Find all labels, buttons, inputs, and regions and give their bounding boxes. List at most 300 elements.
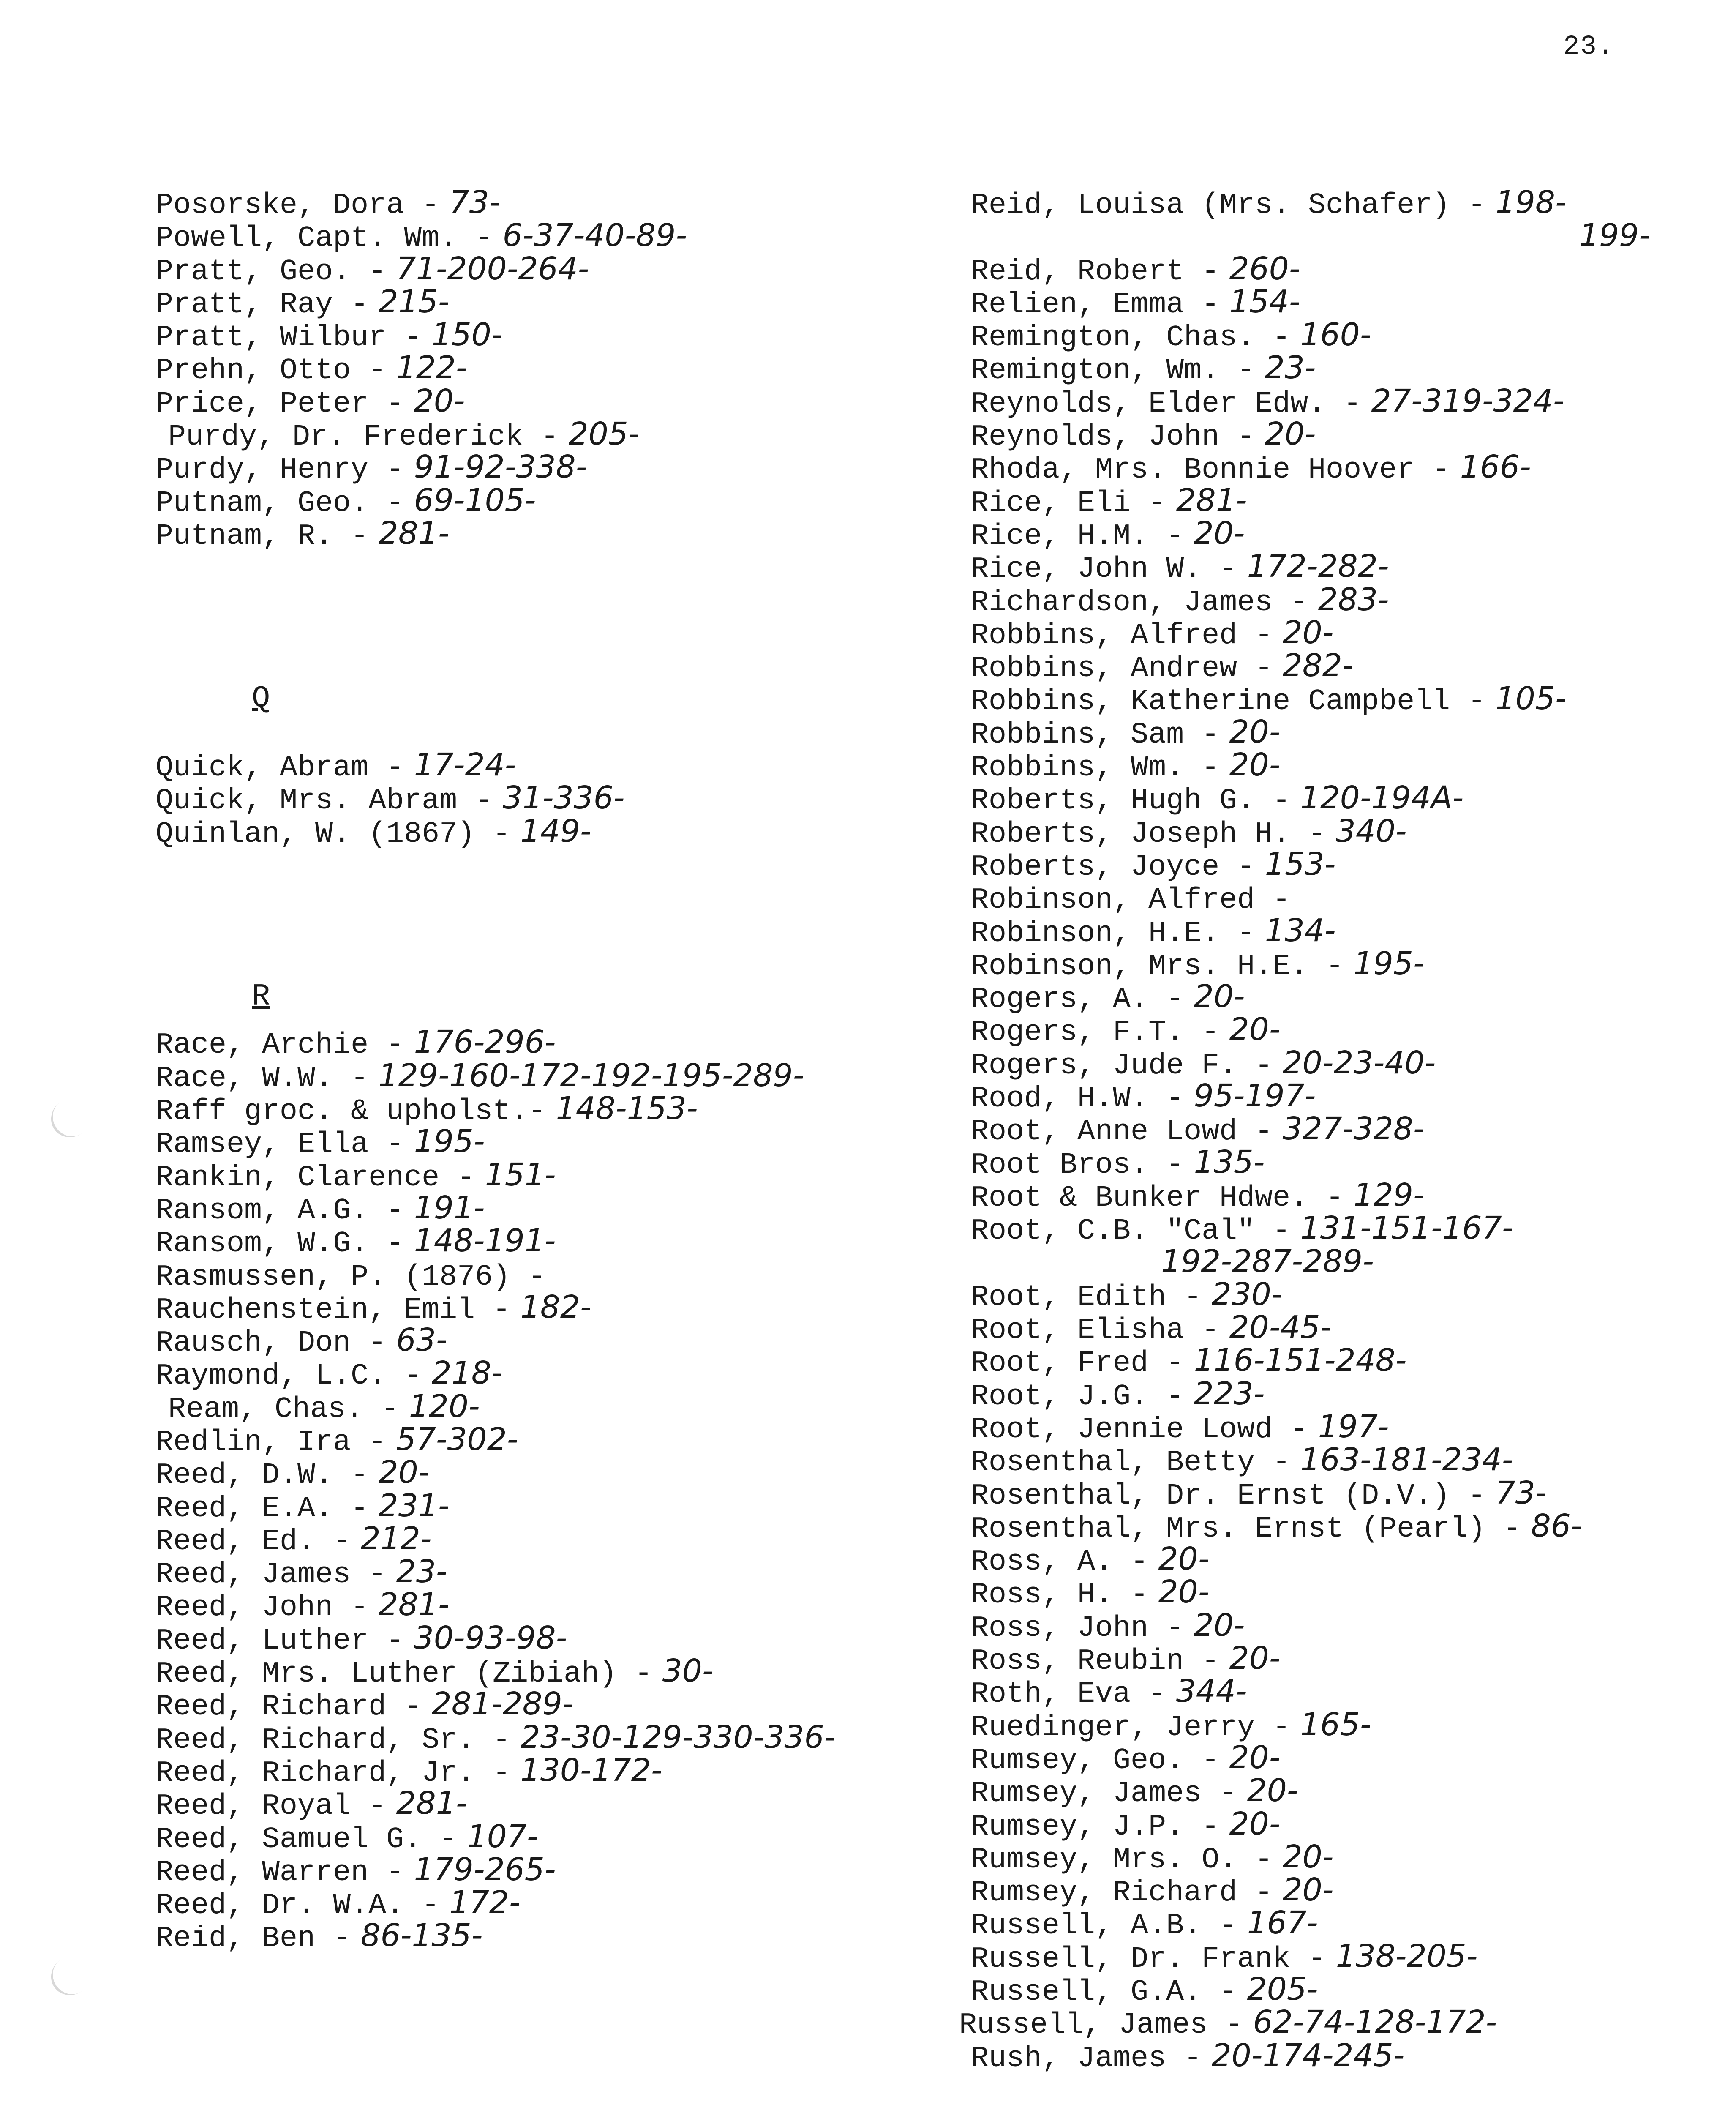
r-entries (155, 1024, 958, 1956)
index-entry (971, 1971, 1731, 2009)
index-entry (971, 1078, 1731, 1116)
entry-name: Remington, Wm. - (971, 354, 1255, 388)
entry-name: Roberts, Joseph H. - (971, 817, 1326, 851)
entry-name: Rush, James - (971, 2042, 1202, 2075)
entry-name: Reed, James - (155, 1558, 387, 1592)
index-entry (155, 1586, 958, 1625)
q-entries (155, 747, 958, 851)
p-entries (155, 184, 958, 553)
entry-page-numbers: 281- (368, 1586, 450, 1623)
index-entry (971, 1245, 1731, 1278)
entry-name: Robbins, Wm. - (971, 751, 1220, 785)
index-entry (155, 1719, 958, 1757)
index-entry (971, 2037, 1731, 2075)
entry-page-numbers: 63- (386, 1322, 447, 1359)
entry-page-numbers: 179-265- (404, 1851, 556, 1888)
index-entry (971, 250, 1731, 289)
entry-name: Reed, Ed. - (155, 1525, 351, 1559)
index-entry (971, 1872, 1731, 1910)
index-entry (971, 1772, 1731, 1811)
index-entry (155, 1322, 958, 1360)
entry-page-numbers: 20- (1273, 1838, 1334, 1875)
entry-page-numbers: 23- (1255, 349, 1316, 386)
index-entry (971, 1640, 1731, 1679)
index-entry (971, 978, 1731, 1017)
entry-name: Posorske, Dora - (155, 189, 440, 222)
index-entry (971, 382, 1731, 421)
index-entry (155, 250, 958, 289)
entry-page-numbers: 69-105- (404, 482, 536, 519)
entry-name: Ruedinger, Jerry - (971, 1711, 1291, 1744)
entry-name: Reed, E.A. - (155, 1492, 369, 1526)
index-entry (155, 1123, 958, 1162)
right-entries (959, 184, 1731, 2075)
index-entry (155, 1258, 958, 1294)
entry-name: Purdy, Henry - (155, 453, 404, 487)
left-column (155, 184, 958, 1956)
entry-name: Reed, D.W. - (155, 1459, 369, 1493)
entry-page-numbers: 192-287-289- (1161, 1243, 1374, 1280)
entry-page-numbers: 20- (1219, 1011, 1281, 1048)
entry-page-numbers: 215- (368, 283, 450, 320)
entry-page-numbers: 86-135- (351, 1917, 483, 1954)
entry-name: Ross, John - (971, 1611, 1184, 1645)
entry-page-numbers: 191- (404, 1189, 485, 1226)
index-entry (155, 1223, 958, 1261)
entry-name: Purdy, Dr. Frederick - (168, 420, 559, 454)
index-entry (971, 1838, 1731, 1877)
entry-page-numbers: 172-282- (1237, 548, 1389, 585)
entry-page-numbers: 182- (510, 1289, 591, 1325)
entry-page-numbers: 57-302- (386, 1421, 518, 1458)
entry-page-numbers: 20- (1237, 1772, 1298, 1809)
entry-name: Root, Anne Lowd - (971, 1115, 1273, 1149)
index-entry (155, 1156, 958, 1195)
entry-page-numbers: 20- (1273, 1872, 1334, 1908)
entry-name: Russell, G.A. - (971, 1976, 1237, 2009)
entry-page-numbers: 223- (1184, 1375, 1265, 1412)
index-entry (155, 813, 958, 851)
entry-page-numbers: 20- (1219, 1805, 1281, 1842)
entry-name: Quick, Mrs. Abram - (155, 784, 493, 818)
index-entry (155, 1388, 958, 1426)
index-entry (971, 482, 1731, 520)
entry-page-numbers: 260- (1219, 250, 1300, 287)
entry-page-numbers: 107- (457, 1818, 538, 1855)
entry-page-numbers: 195- (1344, 945, 1425, 982)
index-entry (155, 217, 958, 256)
entry-name: Robbins, Sam - (971, 718, 1220, 752)
index-entry (971, 317, 1731, 355)
entry-name: Robbins, Andrew - (971, 652, 1273, 686)
entry-page-numbers: 167- (1237, 1905, 1318, 1941)
index-entry (971, 1144, 1731, 1182)
index-entry (155, 1619, 958, 1658)
entry-page-numbers: 73- (439, 184, 501, 221)
entry-page-numbers: 283- (1308, 581, 1389, 618)
entry-name: Relien, Emma - (971, 288, 1220, 322)
entry-page-numbers: 150- (422, 317, 503, 353)
entry-page-numbers: 91-92-338- (404, 449, 587, 486)
entry-name: Race, Archie - (155, 1029, 404, 1062)
index-entry (155, 1851, 958, 1889)
entry-name: Powell, Capt. Wm. - (155, 222, 493, 256)
entry-name: Reed, Richard, Sr. - (155, 1723, 511, 1757)
punch-hole-mark (44, 1949, 98, 2003)
entry-page-numbers: 129- (1344, 1177, 1425, 1213)
entry-page-numbers: 20- (1219, 1739, 1281, 1776)
index-entry (971, 881, 1731, 917)
index-entry (971, 515, 1731, 553)
index-entry (971, 1938, 1731, 1976)
entry-name: Rosenthal, Mrs. Ernst (Pearl) - (971, 1512, 1521, 1546)
entry-page-numbers: 199- (1579, 217, 1650, 254)
entry-page-numbers: 105- (1485, 680, 1567, 717)
entry-name: Rumsey, J.P. - (971, 1810, 1220, 1844)
index-entry (155, 1189, 958, 1228)
entry-name: Root, Elisha - (971, 1314, 1220, 1348)
index-entry (971, 945, 1731, 983)
index-entry (155, 482, 958, 520)
entry-name: Rankin, Clarence - (155, 1161, 475, 1195)
index-entry (971, 1607, 1731, 1645)
index-entry (155, 416, 958, 454)
entry-name: Rogers, A. - (971, 983, 1184, 1017)
entry-page-numbers: 120-194A- (1290, 780, 1464, 816)
index-entry (971, 1044, 1731, 1083)
entry-page-numbers: 197- (1308, 1408, 1389, 1445)
entry-page-numbers: 30-93-98- (404, 1619, 567, 1656)
entry-page-numbers: 20- (1273, 614, 1334, 651)
index-entry (155, 1520, 958, 1559)
entry-page-numbers: 23-30-129-330-336- (510, 1719, 836, 1755)
entry-name: Reed, Royal - (155, 1790, 387, 1824)
entry-name: Richardson, James - (971, 586, 1308, 620)
entry-name: Rumsey, Richard - (971, 1876, 1273, 1910)
entry-page-numbers: 20- (1219, 713, 1281, 750)
index-entry (971, 846, 1731, 884)
index-entry (155, 349, 958, 388)
entry-page-numbers: 205- (559, 416, 640, 453)
entry-name: Rosenthal, Dr. Ernst (D.V.) - (971, 1479, 1486, 1513)
entry-name: Raymond, L.C. - (155, 1360, 422, 1393)
entry-page-numbers: 17-24- (404, 747, 516, 784)
entry-name: Rausch, Don - (155, 1327, 387, 1360)
entry-name: Quick, Abram - (155, 751, 404, 785)
entry-page-numbers: 20- (1148, 1541, 1210, 1578)
entry-name: Quinlan, W. (1867) - (155, 817, 511, 851)
entry-name: Root, Edith - (971, 1280, 1202, 1314)
index-entry (971, 548, 1731, 587)
entry-page-numbers: 135- (1184, 1144, 1265, 1180)
index-entry (155, 1653, 958, 1691)
entry-name: Reed, Dr. W.A. - (155, 1889, 440, 1923)
entry-page-numbers: 344- (1166, 1673, 1247, 1710)
index-entry (971, 813, 1731, 851)
entry-page-numbers: 31-336- (493, 780, 625, 816)
punch-hole-mark (44, 1091, 98, 1145)
entry-name: Robinson, H.E. - (971, 917, 1255, 950)
entry-page-numbers: 281-289- (422, 1686, 574, 1723)
index-entry (971, 1177, 1731, 1215)
entry-name: Russell, James - (959, 2009, 1243, 2042)
index-entry (155, 1553, 958, 1592)
entry-page-numbers: 62-74-128-172- (1243, 2004, 1497, 2041)
entry-page-numbers: 23- (386, 1553, 447, 1590)
entry-name: Race, W.W. - (155, 1062, 369, 1095)
entry-page-numbers: 281- (386, 1785, 467, 1822)
entry-name: Rice, Eli - (971, 486, 1166, 520)
index-entry (155, 1752, 958, 1790)
entry-page-numbers: 148-191- (404, 1223, 556, 1259)
entry-name: Putnam, R. - (155, 519, 369, 553)
entry-page-numbers: 120- (399, 1388, 480, 1425)
entry-page-numbers: 20-23-40- (1273, 1044, 1436, 1081)
entry-page-numbers: 134- (1255, 912, 1336, 949)
index-entry (971, 1408, 1731, 1447)
entry-page-numbers: 281- (1166, 482, 1247, 519)
entry-page-numbers: 30- (652, 1653, 714, 1690)
index-entry (971, 912, 1731, 950)
index-entry (971, 1541, 1731, 1579)
entry-page-numbers: 151- (475, 1156, 556, 1193)
entry-name: Rice, John W. - (971, 553, 1237, 587)
entry-name: Ream, Chas. - (168, 1392, 399, 1426)
index-entry (971, 1805, 1731, 1844)
index-entry (155, 1024, 958, 1062)
entry-name: Reed, John - (155, 1591, 369, 1625)
entry-page-numbers: 6-37-40-89- (493, 217, 687, 254)
index-entry (971, 1276, 1731, 1314)
entry-name: Ross, Reubin - (971, 1645, 1220, 1679)
index-entry (155, 1818, 958, 1856)
entry-page-numbers: 20- (368, 1454, 430, 1491)
entry-name: Reed, Richard, Jr. - (155, 1756, 511, 1790)
entry-page-numbers: 230- (1202, 1276, 1283, 1313)
entry-page-numbers: 130-172- (510, 1752, 662, 1788)
entry-name: Rhoda, Mrs. Bonnie Hoover - (971, 453, 1450, 487)
index-entry (971, 1574, 1731, 1612)
index-entry (155, 1487, 958, 1526)
entry-name: Rogers, Jude F. - (971, 1049, 1273, 1083)
entry-page-numbers: 116-151-248- (1184, 1342, 1407, 1379)
index-entry (971, 647, 1731, 686)
index-entry (971, 1739, 1731, 1777)
index-entry (971, 713, 1731, 752)
index-entry (155, 1454, 958, 1493)
entry-name: Prehn, Otto - (155, 354, 387, 388)
entry-name: Reid, Robert - (971, 255, 1220, 289)
entry-name: Remington, Chas. - (971, 321, 1291, 355)
entry-name: Price, Peter - (155, 387, 404, 421)
entry-name: Ransom, W.G. - (155, 1227, 404, 1261)
index-entry (155, 747, 958, 785)
entry-name: Roth, Eva - (971, 1678, 1166, 1712)
entry-page-numbers: 20- (1184, 515, 1245, 551)
entry-name: Ross, H. - (971, 1578, 1149, 1612)
index-entry (971, 1905, 1731, 1943)
index-entry (971, 1474, 1731, 1513)
entry-page-numbers: 20- (1148, 1574, 1210, 1611)
entry-page-numbers: 282- (1273, 647, 1354, 684)
entry-page-numbers: 20- (1219, 1640, 1281, 1677)
entry-page-numbers: 153- (1255, 846, 1336, 882)
entry-name: Root & Bunker Hdwe. - (971, 1181, 1344, 1215)
entry-page-numbers: 154- (1219, 283, 1300, 320)
entry-name: Rice, H.M. - (971, 519, 1184, 553)
index-entry (971, 680, 1731, 719)
index-entry (155, 382, 958, 421)
entry-name: Redlin, Ira - (155, 1425, 387, 1459)
entry-name: Rosenthal, Betty - (971, 1446, 1291, 1480)
entry-page-numbers: 20- (1184, 1607, 1245, 1643)
index-entry (971, 1375, 1731, 1414)
entry-page-numbers: 20-45- (1219, 1309, 1332, 1346)
index-entry (971, 1309, 1731, 1348)
entry-page-numbers: 231- (368, 1487, 450, 1524)
entry-page-numbers: 212- (351, 1520, 432, 1557)
index-entry (971, 1706, 1731, 1744)
entry-name: Rauchenstein, Emil - (155, 1293, 511, 1327)
index-entry (155, 317, 958, 355)
index-entry (155, 449, 958, 487)
index-entry (155, 1884, 958, 1923)
index-entry (155, 1785, 958, 1824)
entry-name: Ross, A. - (971, 1545, 1149, 1579)
entry-page-numbers: 166- (1450, 449, 1531, 486)
index-entry (971, 1210, 1731, 1248)
entry-page-numbers: 163-181-234- (1290, 1441, 1513, 1478)
entry-page-numbers: 71-200-264- (386, 250, 589, 287)
entry-page-numbers: 218- (422, 1355, 503, 1392)
entry-name: Reed, Richard - (155, 1690, 422, 1724)
entry-page-numbers: 165- (1290, 1706, 1371, 1743)
index-entry (155, 1289, 958, 1327)
entry-page-numbers: 340- (1326, 813, 1407, 849)
entry-name: Root, C.B. "Cal" - (971, 1215, 1291, 1248)
entry-name: Robbins, Alfred - (971, 619, 1273, 652)
index-entry (155, 184, 958, 222)
entry-name: Pratt, Wilbur - (155, 321, 422, 355)
index-entry (971, 184, 1731, 222)
index-entry (971, 449, 1731, 487)
right-column (959, 184, 1731, 2075)
index-entry (155, 1057, 958, 1095)
entry-name: Rumsey, Geo. - (971, 1744, 1220, 1777)
index-entry (155, 1917, 958, 1956)
entry-name: Root Bros. - (971, 1148, 1184, 1182)
entry-name: Reynolds, Elder Edw. - (971, 387, 1362, 421)
index-entry (971, 416, 1731, 454)
entry-page-numbers: 122- (386, 349, 467, 386)
entry-name: Reed, Luther - (155, 1624, 404, 1658)
section-heading-q: Q (252, 681, 270, 716)
entry-page-numbers: 95-197- (1184, 1078, 1316, 1114)
entry-name: Root, J.G. - (971, 1380, 1184, 1414)
index-entry (971, 581, 1731, 620)
entry-name: Reed, Warren - (155, 1856, 404, 1889)
entry-page-numbers: 205- (1237, 1971, 1318, 2008)
entry-page-numbers: 195- (404, 1123, 485, 1160)
entry-name: Pratt, Ray - (155, 288, 369, 322)
entry-name: Reynolds, John - (971, 420, 1255, 454)
index-entry (971, 349, 1731, 388)
entry-page-numbers: 149- (510, 813, 591, 849)
entry-page-numbers: 176-296- (404, 1024, 556, 1061)
index-entry (971, 1111, 1731, 1149)
index-entry (971, 219, 1731, 252)
entry-page-numbers: 20-174-245- (1202, 2037, 1405, 2074)
index-entry (971, 283, 1731, 322)
entry-name: Rood, H.W. - (971, 1082, 1184, 1116)
page-number: 23. (1563, 32, 1615, 62)
index-entry (971, 1507, 1731, 1546)
entry-page-numbers: 73- (1485, 1474, 1547, 1511)
entry-page-numbers: 20- (404, 382, 465, 419)
entry-page-numbers: 20- (1219, 747, 1281, 784)
entry-page-numbers: 172- (439, 1884, 521, 1921)
entry-page-numbers: 20- (1255, 416, 1316, 453)
entry-name: Rumsey, Mrs. O. - (971, 1843, 1273, 1877)
index-entry (971, 1673, 1731, 1712)
entry-name: Ransom, A.G. - (155, 1194, 404, 1228)
entry-page-numbers: 160- (1290, 317, 1371, 353)
entry-name: Roberts, Hugh G. - (971, 784, 1291, 818)
entry-name: Russell, A.B. - (971, 1909, 1237, 1943)
entry-page-numbers: 129-160-172-192-195-289- (368, 1057, 804, 1094)
entry-page-numbers: 27-319-324- (1361, 382, 1564, 419)
entry-page-numbers: 198- (1485, 184, 1567, 221)
entry-page-numbers: 86- (1521, 1507, 1582, 1544)
index-entry (971, 1011, 1731, 1050)
index-entry (155, 780, 958, 818)
entry-name: Reed, Samuel G. - (155, 1823, 458, 1856)
entry-name: Robinson, Alfred - (971, 884, 1291, 917)
entry-page-numbers: 281- (368, 515, 450, 551)
entry-name: Reid, Louisa (Mrs. Schafer) - (971, 189, 1486, 222)
entry-page-numbers: 138-205- (1326, 1938, 1478, 1974)
index-entry (155, 1686, 958, 1724)
entry-name: Root, Fred - (971, 1347, 1184, 1381)
entry-name: Reed, Mrs. Luther (Zibiah) - (155, 1657, 653, 1691)
index-entry (155, 283, 958, 322)
index-entry (971, 1441, 1731, 1480)
index-entry (971, 780, 1731, 818)
entry-name: Ramsey, Ella - (155, 1128, 404, 1162)
entry-name: Reid, Ben - (155, 1922, 351, 1956)
entry-name: Putnam, Geo. - (155, 486, 404, 520)
index-entry (971, 614, 1731, 652)
entry-name: Rumsey, James - (971, 1777, 1237, 1811)
section-heading-r: R (252, 979, 270, 1014)
index-entry (155, 1355, 958, 1393)
index-entry (971, 1342, 1731, 1381)
index-entry (155, 1090, 958, 1129)
entry-page-numbers: 20- (1184, 978, 1245, 1015)
entry-name: Rogers, F.T. - (971, 1016, 1220, 1050)
entry-name: Robbins, Katherine Campbell - (971, 685, 1486, 719)
entry-page-numbers: 327-328- (1273, 1111, 1425, 1147)
index-entry (971, 747, 1731, 785)
entry-name: Rasmussen, P. (1876) - (155, 1260, 546, 1294)
entry-name: Pratt, Geo. - (155, 255, 387, 289)
entry-page-numbers: 148-153- (546, 1090, 698, 1127)
entry-name: Robinson, Mrs. H.E. - (971, 950, 1344, 983)
entry-name: Russell, Dr. Frank - (971, 1942, 1326, 1976)
index-entry (155, 515, 958, 553)
index-entry (155, 1421, 958, 1459)
entry-page-numbers: 131-151-167- (1290, 1210, 1513, 1247)
